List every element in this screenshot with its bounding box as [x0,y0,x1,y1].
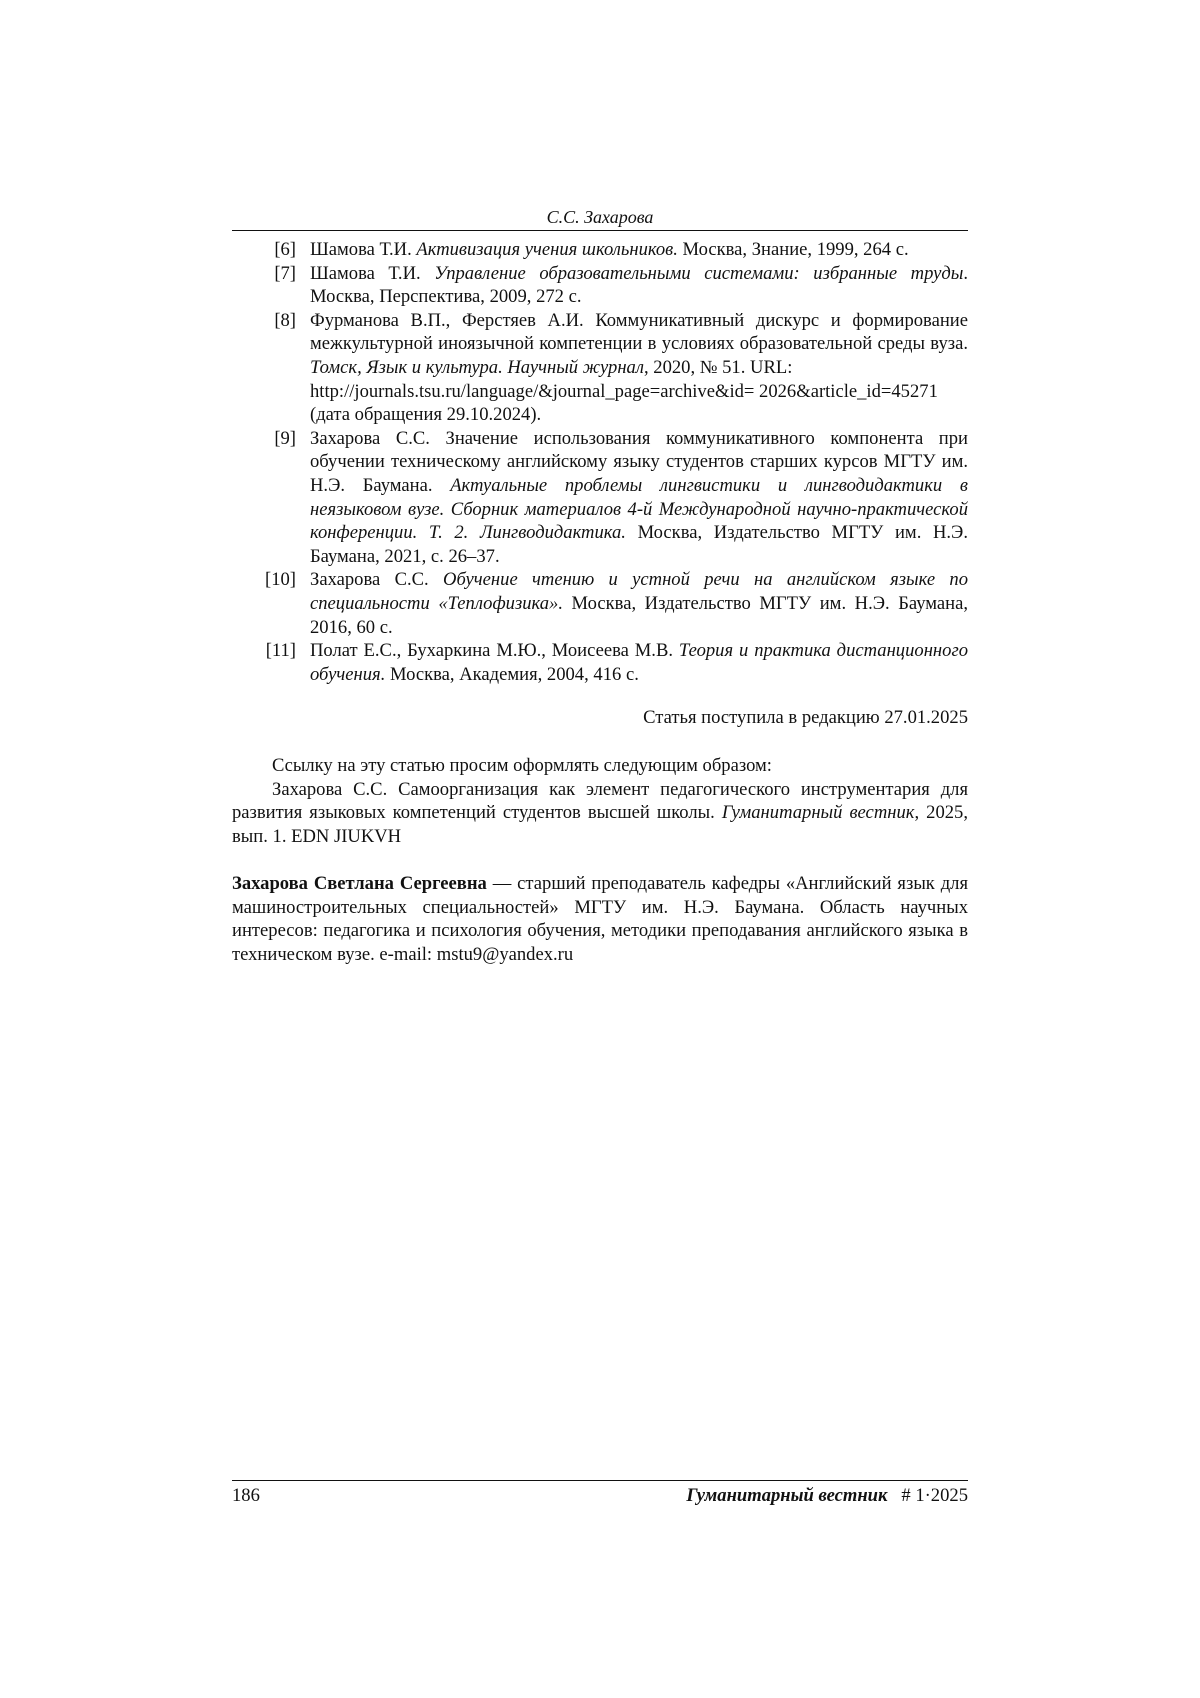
reference-number: [11] [265,640,296,662]
citation-intro: Ссылку на эту статью просим оформлять следующим образом: [272,755,772,776]
reference-number: [6] [274,239,296,260]
author-name: Захарова Светлана Сергеевна [232,873,487,894]
ref-collection: Актуальные проблемы лингвистики и лингводидактики в неязыковом вузе. Сборник материалов 4-й Международной научно-практической конференции. Т. 2. Лингводидактика. [310,474,968,544]
reference-list [232,238,968,686]
footer-rule [232,1480,968,1481]
ref-publisher: Москва, Издательство МГТУ им. Н.Э. Баумана, 2016, 60 с. [310,592,968,638]
reference-item [232,427,968,569]
reference-text [310,428,968,567]
reference-text [310,640,968,685]
ref-publisher: Москва, Издательство МГТУ им. Н.Э. Баумана, 2021, с. 26–37. [310,522,968,567]
header-rule [232,230,968,231]
page-number: 186 [232,1485,260,1506]
received-date: Статья поступила в редакцию 27.01.2025 [643,707,968,728]
ref-title: Активизация учения школьников. [416,239,678,260]
reference-item [232,309,968,427]
citation-issue: , 2025, вып. 1. EDN JIUKVH [232,802,968,847]
reference-number: [10] [265,569,296,591]
reference-number: [8] [274,309,296,331]
citation-text [232,778,968,849]
ref-publisher: Москва, Знание, 1999, 264 с. [677,239,909,260]
citation-journal: Гуманитарный вестник [721,802,915,824]
ref-publisher: Москва, Академия, 2004, 416 с. [385,663,639,685]
journal-name: Гуманитарный вестник [686,1485,888,1506]
ref-journal: Томск, Язык и культура. Научный журнал [310,356,644,378]
reference-number: [7] [274,262,296,284]
citation-block [232,754,968,848]
reference-text [310,239,909,260]
reference-item [232,262,968,309]
reference-item [232,238,968,262]
reference-number: [9] [274,427,296,449]
ref-issue: , 2020, № 51. URL: [643,356,793,378]
ref-author-title: Захарова С.С. Значение использования коммуникативного компонента при обучении техническому английскому языку студентов старших курсов МГТУ им. Н.Э. Баумана. [310,427,968,496]
reference-item [232,639,968,686]
ref-publisher: . Москва, Перспектива, 2009, 272 с. [310,262,968,308]
running-header: С.С. Захарова [546,207,654,227]
ref-author: Шамова Т.И. [310,262,435,284]
reference-text [310,569,968,637]
citation-author-title: Захарова С.С. Самоорганизация как элемент педагогического инструментария для развития языковых компетенций студентов высшей школы. [232,778,968,824]
ref-author: Захарова С.С. [310,569,444,591]
ref-url-link[interactable]: http://journals.tsu.ru/language/&journal_page=archive&id= 2026&article_id=45271 (дата обращения 29.10.2024). [310,380,938,426]
ref-title: Обучение чтению и устной речи на английском языке по специальности «Теплофизика». [310,569,969,614]
issue-number: # 1·2025 [901,1485,968,1506]
ref-title: Управление образовательными системами: избранные труды [434,262,964,284]
author-info [232,872,968,966]
ref-title: Теория и практика дистанционного обучения. [310,640,968,685]
reference-text [310,310,968,427]
reference-item [232,568,968,639]
ref-author-title: Фурманова В.П., Ферстяев А.И. Коммуникативный дискурс и формирование межкультурной иноязычной компетенции в условиях образовательной среды вуза. [310,309,968,355]
reference-text [310,263,968,308]
ref-author: Шамова Т.И. [310,239,417,260]
footer-journal [686,1484,968,1508]
author-bio: — старший преподаватель кафедры «Английский язык для машиностроительных специальностей» МГТУ им. Н.Э. Баумана. Область научных интересов: педагогика и психология обучения, методики преподавания английского языка в техническом вузе. e-mail: mstu9@yandex.ru [232,873,968,965]
ref-author: Полат Е.С., Бухаркина М.Ю., Моисеева М.В. [310,640,679,662]
